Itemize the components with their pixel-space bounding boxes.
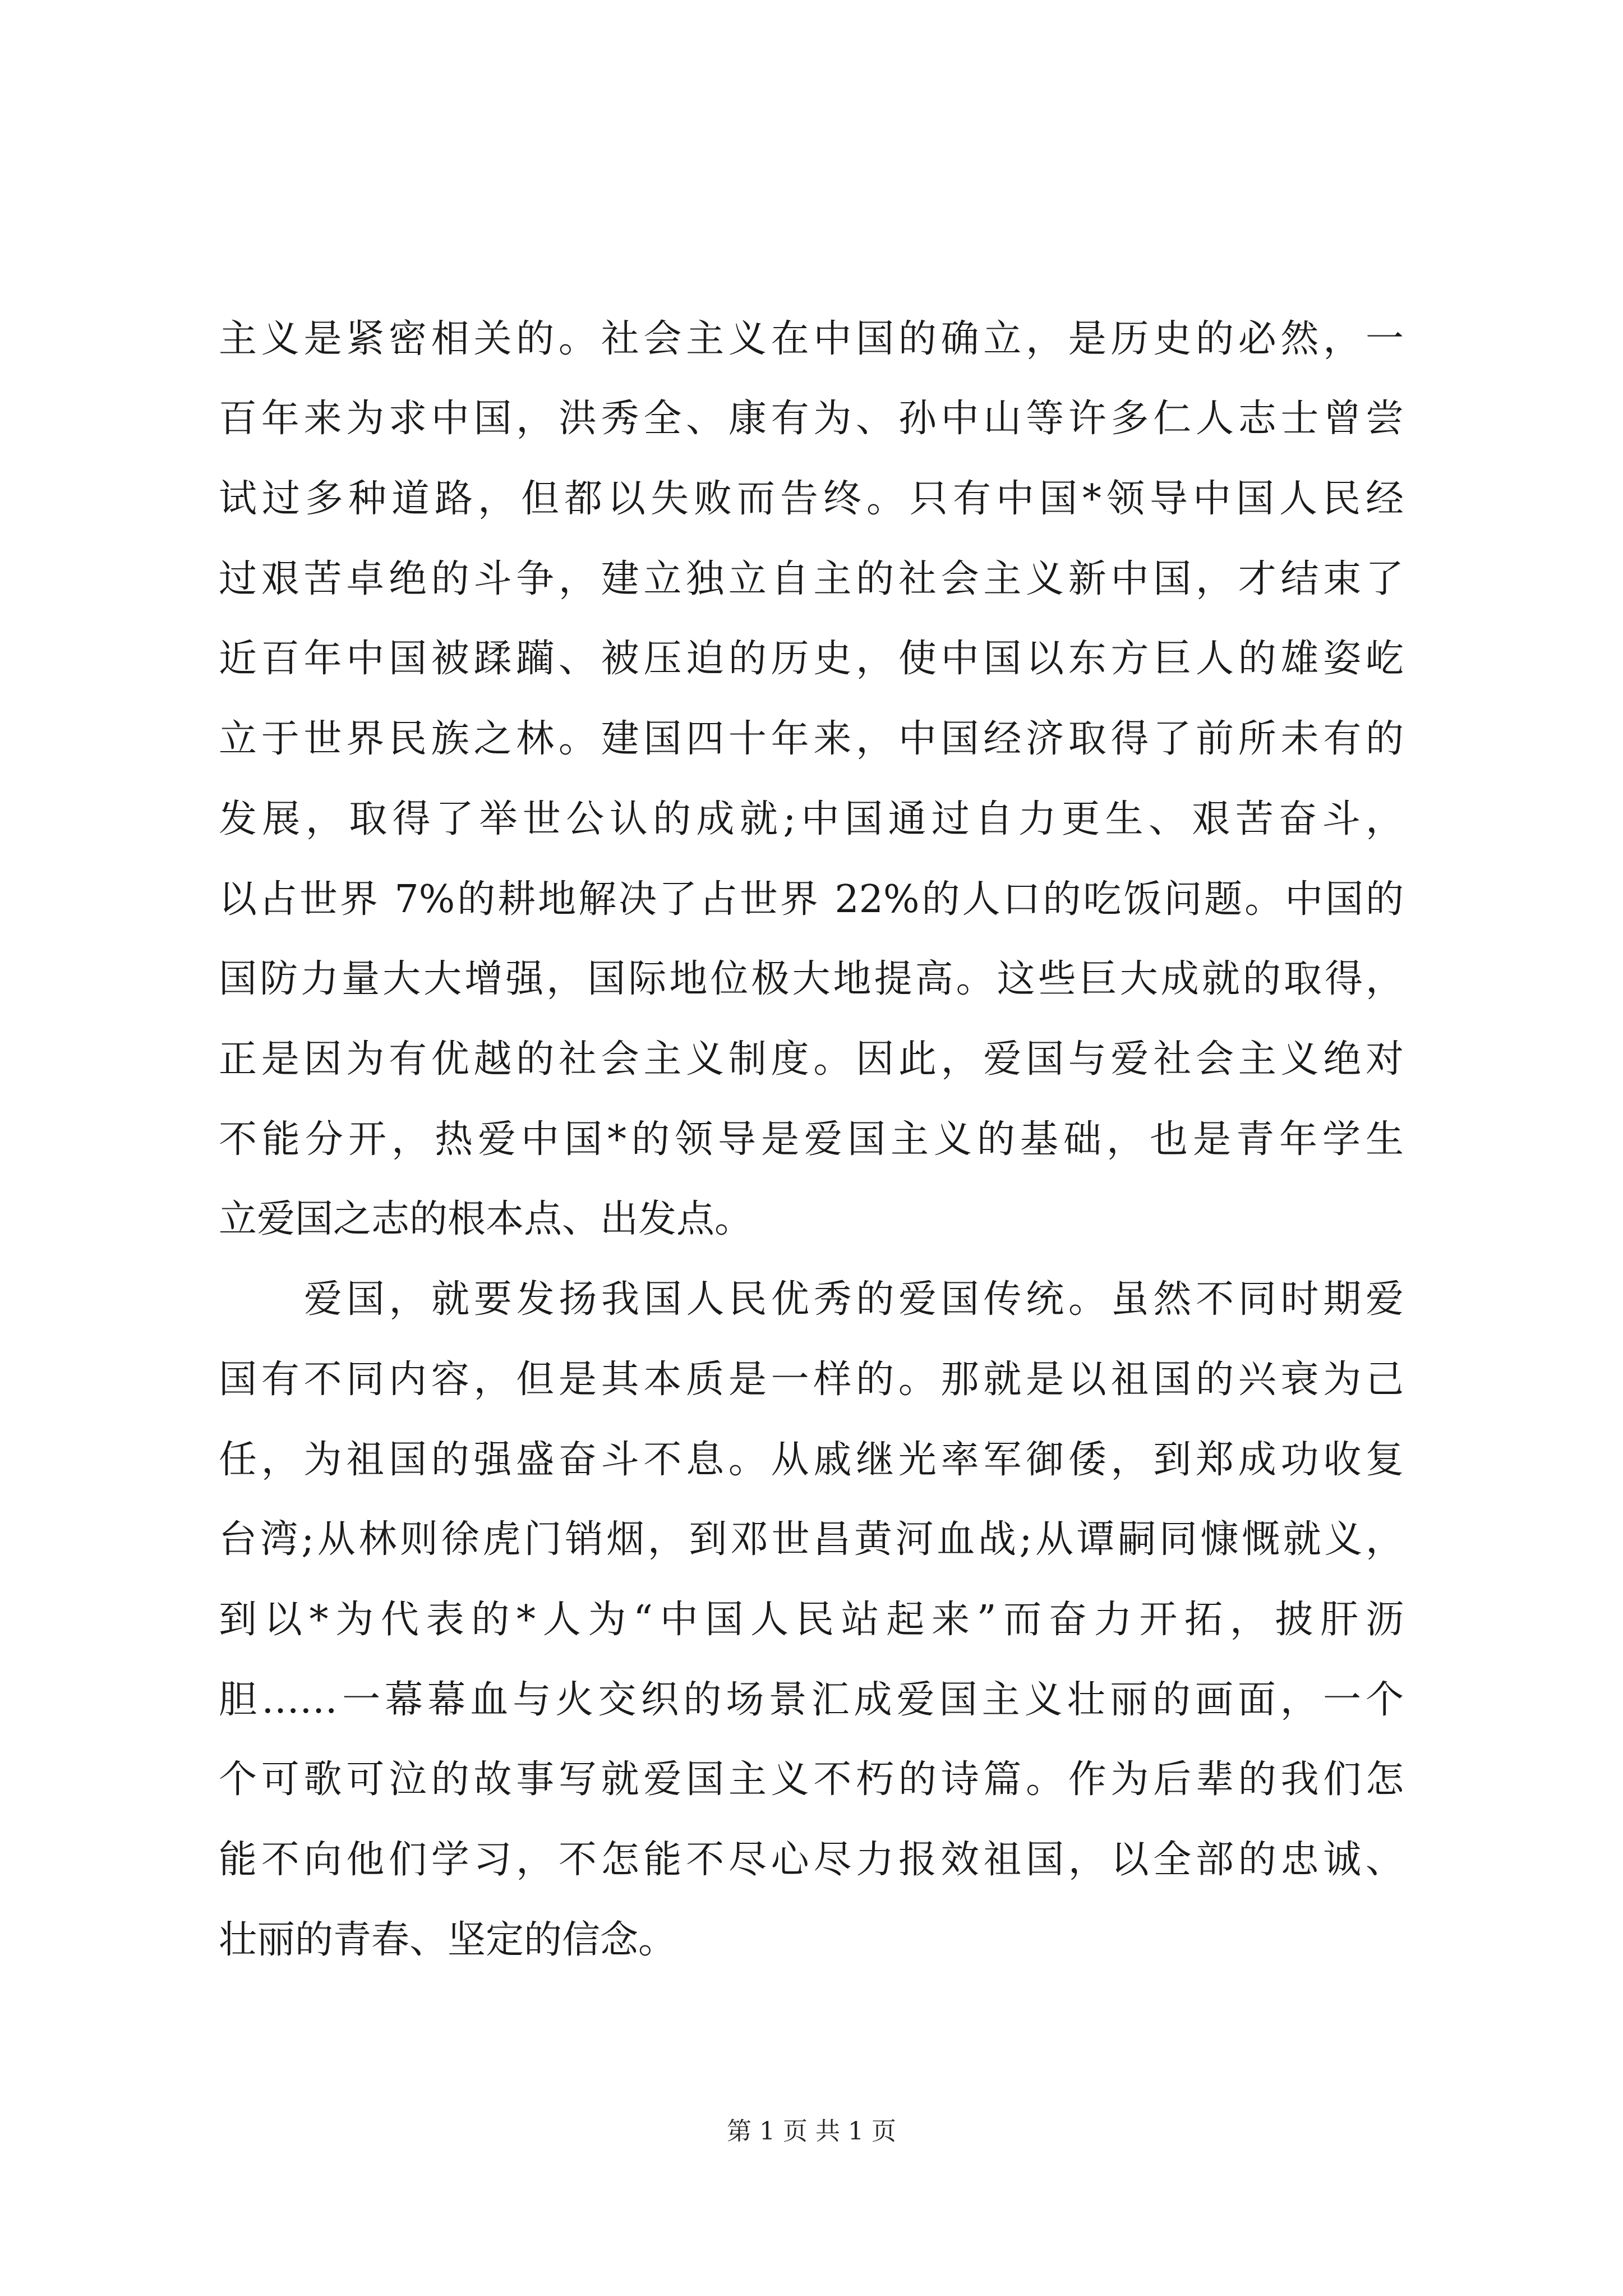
line-text: 近百年中国被蹂躏、被压迫的历史，使中国以东方巨人的雄姿屹 [219, 637, 1404, 681]
paragraph-line [0, 471, 1623, 527]
line-text: 过艰苦卓绝的斗争，建立独立自主的社会主义新中国，才结束了 [219, 557, 1404, 601]
paragraph-line [0, 1191, 1623, 1248]
paragraph-line [0, 391, 1623, 447]
paragraph-line [0, 311, 1623, 367]
paragraph-line [0, 551, 1623, 608]
page-footer: 第 1 页 共 1 页 [727, 2117, 896, 2146]
line-text: 正是因为有优越的社会主义制度。因此，爱国与爱社会主义绝对 [219, 1037, 1404, 1082]
paragraph-line [0, 1352, 1623, 1408]
line-text: 立爱国之志的根本点、出发点。 [219, 1197, 753, 1241]
line-text: 到以*为代表的*人为“中国人民站起来”而奋力开拓，披肝沥 [219, 1598, 1404, 1642]
paragraph-line [0, 1512, 1623, 1568]
paragraph-line [0, 792, 1623, 848]
paragraph-line [0, 1752, 1623, 1808]
line-text: 以占世界 7%的耕地解决了占世界 22%的人口的吃饭问题。中国的 [219, 877, 1404, 922]
paragraph-line [0, 872, 1623, 928]
line-text: 个可歌可泣的故事写就爱国主义不朽的诗篇。作为后辈的我们怎 [219, 1757, 1404, 1802]
paragraph-line [0, 1112, 1623, 1168]
line-text: 任，为祖国的强盛奋斗不息。从戚继光率军御倭，到郑成功收复 [219, 1438, 1404, 1482]
line-text: 胆……一幕幕血与火交织的场景汇成爱国主义壮丽的画面，一个 [219, 1678, 1404, 1722]
paragraph-line [0, 1032, 1623, 1088]
paragraph-line [0, 1272, 1623, 1328]
paragraph-line [0, 711, 1623, 767]
line-text: 百年来为求中国，洪秀全、康有为、孙中山等许多仁人志士曾尝 [219, 397, 1404, 441]
line-text: 主义是紧密相关的。社会主义在中国的确立，是历史的必然，一 [219, 317, 1404, 361]
paragraph-line [0, 951, 1623, 1007]
paragraph-line [0, 1592, 1623, 1648]
line-text: 发展，取得了举世公认的成就;中国通过自力更生、艰苦奋斗， [219, 797, 1404, 841]
line-text: 立于世界民族之林。建国四十年来，中国经济取得了前所未有的 [219, 717, 1404, 761]
line-text: 壮丽的青春、坚定的信念。 [219, 1918, 677, 1962]
line-text: 不能分开，热爱中国*的领导是爱国主义的基础，也是青年学生 [219, 1117, 1404, 1162]
paragraph-line [0, 1432, 1623, 1488]
line-text: 国防力量大大增强，国际地位极大地提高。这些巨大成就的取得， [219, 957, 1404, 1001]
line-text: 爱国，就要发扬我国人民优秀的爱国传统。虽然不同时期爱 [304, 1277, 1404, 1322]
line-text: 台湾;从林则徐虎门销烟，到邓世昌黄河血战;从谭嗣同慷慨就义， [219, 1517, 1404, 1562]
line-text: 国有不同内容，但是其本质是一样的。那就是以祖国的兴衰为己 [219, 1358, 1404, 1402]
paragraph-line [0, 631, 1623, 687]
paragraph-line [0, 1832, 1623, 1888]
line-text: 试过多种道路，但都以失败而告终。只有中国*领导中国人民经 [219, 477, 1404, 521]
line-text: 能不向他们学习，不怎能不尽心尽力报效祖国，以全部的忠诚、 [219, 1838, 1404, 1882]
paragraph-line [0, 1912, 1623, 1968]
paragraph-line [0, 1672, 1623, 1728]
